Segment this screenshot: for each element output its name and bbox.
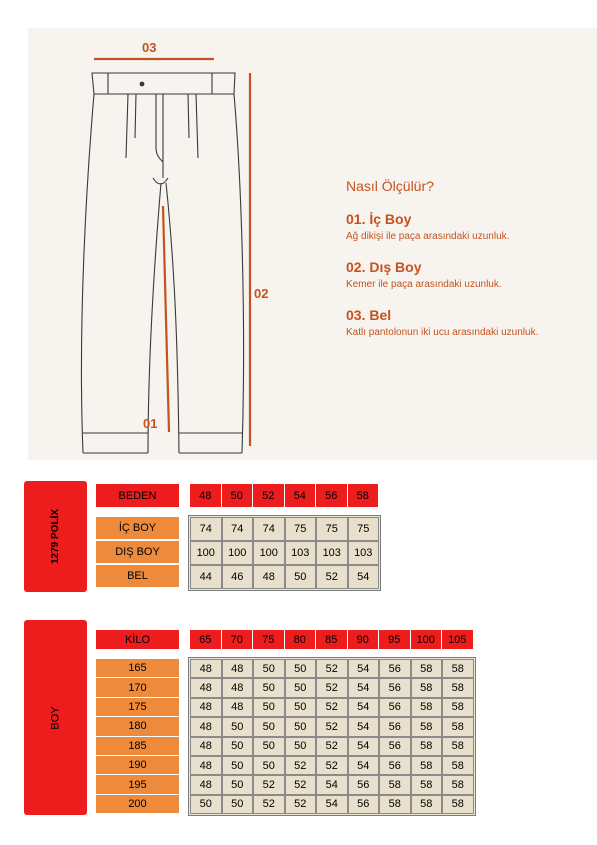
size-cell: 50	[285, 565, 317, 589]
size-header-cell: 52	[253, 484, 285, 507]
fit-cell: 54	[348, 717, 380, 736]
fit-cell: 56	[348, 775, 380, 794]
inseam-block	[346, 211, 596, 242]
fit-cell: 48	[190, 756, 222, 775]
fit-cell: 48	[222, 698, 254, 717]
size-cell: 103	[348, 541, 380, 565]
fit-cell: 52	[316, 659, 348, 678]
fit-cell: 48	[190, 678, 222, 697]
fit-cell: 52	[316, 756, 348, 775]
fit-cell: 58	[442, 795, 474, 814]
weight-header-label: KİLO	[96, 630, 179, 649]
fit-cell: 58	[411, 775, 443, 794]
size-cell: 75	[348, 517, 380, 541]
size-cell: 74	[253, 517, 285, 541]
size-cell: 74	[222, 517, 254, 541]
fit-cell: 56	[379, 737, 411, 756]
fit-cell: 48	[222, 659, 254, 678]
fit-cell: 56	[379, 698, 411, 717]
size-row-label: DIŞ BOY	[96, 541, 179, 563]
size-cell: 103	[285, 541, 317, 565]
height-row-label: 175	[96, 698, 179, 716]
fit-cell: 58	[411, 659, 443, 678]
fit-table-side-label	[24, 620, 87, 815]
fit-cell: 50	[253, 659, 285, 678]
fit-cell: 54	[348, 659, 380, 678]
size-cell: 75	[285, 517, 317, 541]
height-row-label: 180	[96, 717, 179, 735]
size-cell: 103	[316, 541, 348, 565]
size-cell: 75	[316, 517, 348, 541]
fit-cell: 58	[442, 756, 474, 775]
fit-cell: 54	[348, 756, 380, 775]
size-header-cell: 50	[222, 484, 254, 507]
fit-cell: 58	[411, 795, 443, 814]
fit-cell: 58	[411, 678, 443, 697]
inseam-desc: Ağ dikişi ile paça arasındaki uzunluk.	[346, 231, 510, 242]
fit-cell: 58	[379, 795, 411, 814]
fit-cell: 56	[379, 717, 411, 736]
size-table-side-label	[24, 481, 87, 592]
fit-cell: 58	[442, 717, 474, 736]
fit-cell: 48	[190, 659, 222, 678]
size-row-label: İÇ BOY	[96, 517, 179, 539]
fit-cell: 52	[285, 795, 317, 814]
fit-cell: 58	[442, 659, 474, 678]
outseam-title: 02. Dış Boy	[346, 259, 422, 275]
fit-cell: 50	[253, 717, 285, 736]
size-header-label: BEDEN	[96, 484, 179, 507]
weight-header-cell: 65	[190, 630, 222, 649]
waist-title: 03. Bel	[346, 307, 392, 323]
product-code: 1279 POLİX	[50, 508, 61, 565]
fit-cell: 54	[348, 737, 380, 756]
size-cell: 74	[190, 517, 222, 541]
size-header-cell: 54	[285, 484, 317, 507]
size-cell: 52	[316, 565, 348, 589]
size-cell: 44	[190, 565, 222, 589]
height-label: BOY	[49, 705, 62, 730]
fit-cell: 50	[253, 737, 285, 756]
fit-cell: 50	[222, 795, 254, 814]
fit-cell: 50	[222, 756, 254, 775]
size-row-label: BEL	[96, 565, 179, 587]
fit-cell: 58	[411, 756, 443, 775]
fit-cell: 50	[285, 717, 317, 736]
inseam-title: 01. İç Boy	[346, 211, 412, 227]
fit-cell: 58	[442, 678, 474, 697]
height-row-label: 185	[96, 737, 179, 755]
weight-header-cell: 95	[379, 630, 411, 649]
height-row-label: 195	[96, 775, 179, 793]
fit-cell: 56	[348, 795, 380, 814]
size-cell: 100	[222, 541, 254, 565]
fit-cell: 48	[190, 698, 222, 717]
how-to-title: Nasıl Ölçülür?	[346, 178, 434, 194]
weight-header-cell: 105	[442, 630, 474, 649]
weight-header-cell: 75	[253, 630, 285, 649]
fit-cell: 54	[348, 678, 380, 697]
fit-cell: 50	[222, 737, 254, 756]
fit-cell: 52	[316, 717, 348, 736]
weight-header-cell: 90	[348, 630, 380, 649]
fit-cell: 50	[285, 737, 317, 756]
fit-cell: 52	[285, 775, 317, 794]
size-cell: 100	[190, 541, 222, 565]
fit-cell: 58	[411, 717, 443, 736]
fit-cell: 50	[285, 678, 317, 697]
fit-cell: 50	[222, 717, 254, 736]
measurement-panel	[28, 28, 597, 460]
outer-length-measure-label: 02	[254, 286, 269, 301]
fit-cell: 50	[222, 775, 254, 794]
fit-cell: 52	[253, 795, 285, 814]
outseam-block	[346, 259, 596, 290]
fit-cell: 54	[316, 775, 348, 794]
fit-cell: 50	[253, 756, 285, 775]
height-row-label: 165	[96, 659, 179, 677]
fit-cell: 58	[411, 737, 443, 756]
weight-header-cell: 85	[316, 630, 348, 649]
waist-block	[346, 307, 596, 338]
fit-cell: 50	[253, 678, 285, 697]
fit-cell: 52	[253, 775, 285, 794]
height-row-label: 200	[96, 795, 179, 813]
weight-header-cell: 100	[411, 630, 443, 649]
fit-cell: 58	[442, 698, 474, 717]
fit-cell: 58	[379, 775, 411, 794]
fit-cell: 56	[379, 756, 411, 775]
size-cell: 48	[253, 565, 285, 589]
how-to-measure	[346, 178, 596, 355]
size-header-cell: 48	[190, 484, 222, 507]
size-header-cell: 56	[316, 484, 348, 507]
fit-cell: 48	[222, 678, 254, 697]
fit-cell: 56	[379, 659, 411, 678]
fit-cell: 58	[442, 775, 474, 794]
fit-cell: 58	[442, 737, 474, 756]
outseam-desc: Kemer ile paça arasındaki uzunluk.	[346, 279, 502, 290]
waist-desc: Katlı pantolonun iki ucu arasındaki uzunluk.	[346, 327, 539, 338]
fit-cell: 52	[285, 756, 317, 775]
weight-header-cell: 70	[222, 630, 254, 649]
fit-cell: 48	[190, 775, 222, 794]
weight-header-cell: 80	[285, 630, 317, 649]
trousers-icon	[28, 28, 328, 460]
fit-cell: 48	[190, 717, 222, 736]
fit-cell: 50	[253, 698, 285, 717]
size-cell: 100	[253, 541, 285, 565]
fit-cell: 54	[316, 795, 348, 814]
height-row-label: 190	[96, 756, 179, 774]
fit-cell: 54	[348, 698, 380, 717]
inner-length-measure-label: 01	[143, 416, 158, 431]
fit-cell: 52	[316, 678, 348, 697]
size-cell: 46	[222, 565, 254, 589]
waist-measure-label: 03	[142, 40, 157, 55]
fit-cell: 50	[285, 698, 317, 717]
fit-cell: 52	[316, 698, 348, 717]
fit-cell: 56	[379, 678, 411, 697]
fit-cell: 50	[190, 795, 222, 814]
fit-cell: 48	[190, 737, 222, 756]
fit-cell: 52	[316, 737, 348, 756]
size-cell: 54	[348, 565, 380, 589]
height-row-label: 170	[96, 678, 179, 696]
fit-cell: 58	[411, 698, 443, 717]
size-header-cell: 58	[348, 484, 380, 507]
fit-cell: 50	[285, 659, 317, 678]
